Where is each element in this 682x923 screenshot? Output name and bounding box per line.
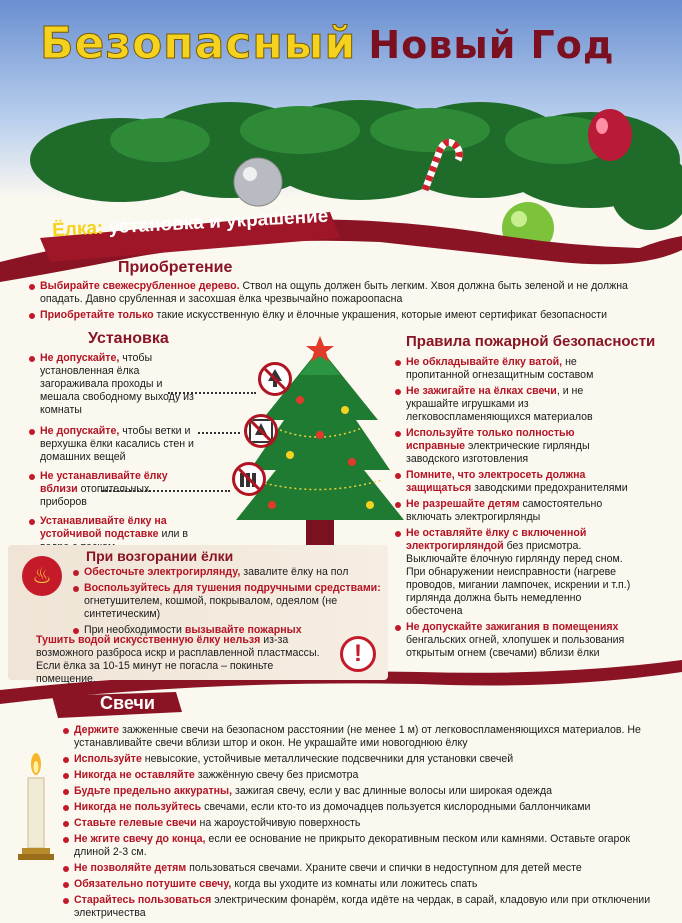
rules-item: Используйте только полностью исправные электрические гирлянды заводского изготовления	[394, 427, 634, 466]
leader-dots	[168, 392, 256, 394]
purchase-heading: Приобретение	[118, 259, 233, 276]
rules-heading: Правила пожарной безопасности	[406, 333, 656, 350]
page-title	[40, 18, 660, 69]
candles-item: Не позволяйте детям пользоваться свечами. Храните свечи и спички в недоступном для детей месте	[62, 862, 662, 875]
tree-near-wall-icon	[244, 414, 278, 448]
purchase-item: Выбирайте свежесрубленное дерево. Ствол на ощупь должен быть легким. Хвоя должна быть зеленой и не должна опадать. Давно срубленная и засохшая ёлка чрезвычайно пожароопасна	[28, 280, 668, 306]
candles-item: Используйте невысокие, устойчивые металлические подсвечники для установки свечей	[62, 753, 662, 766]
rules-item: Не допускайте зажигания в помещениях бенгальских огней, хлопушек и пользования открытым огнем (свечами) вблизи ёлки	[394, 621, 634, 660]
candle-icon	[18, 748, 58, 868]
rules-item: Не оставляйте ёлку с включенной электрогирляндой без присмотра. Выключайте ёлочную гирлянду перед сном. При обнаружении неисправности (нагреве проводов, мигании лампочек, искрении и т.п.) гирлянда должна быть немедленно обесточена	[394, 527, 634, 618]
candles-item: Никогда не пользуйтесь свечами, если кто-то из домочадцев пользуется кислородными баллончиками	[62, 801, 662, 814]
purchase-list	[28, 280, 668, 325]
title-part1: Безопасный	[40, 18, 357, 69]
candles-item: Обязательно потушите свечу, когда вы уходите из комнаты или ложитесь спать	[62, 878, 662, 891]
leader-dots	[102, 490, 230, 492]
exclamation-icon: !	[340, 636, 376, 672]
banner-highlight: Ёлка:	[51, 217, 104, 242]
silver-ornament	[234, 158, 282, 206]
purchase-item: Приобретайте только такие искусственную ёлку и ёлочные украшения, которые имеют сертификат безопасности	[28, 309, 668, 322]
installation-item: Не допускайте, чтобы ветки и верхушка ёлки касались стен и домашних вещей	[28, 425, 196, 464]
candles-heading: Свечи	[100, 693, 155, 713]
fire-item: При необходимости вызывайте пожарных	[72, 624, 382, 637]
rules-item: Не зажигайте на ёлках свечи, и не украшайте игрушками из легковоспламеняющихся материалов	[394, 385, 634, 424]
heater-icon	[232, 462, 266, 496]
rules-item: Помните, что электросеть должна защищаться заводскими предохранителями	[394, 469, 634, 495]
banner-rest: установка и украшение	[102, 205, 329, 239]
rules-item: Не обкладывайте ёлку ватой, не пропитанной огнезащитным составом	[394, 356, 634, 382]
installation-heading: Установка	[88, 330, 169, 347]
no-tree-passage-icon	[258, 362, 292, 396]
candles-item: Ставьте гелевые свечи на жароустойчивую поверхность	[62, 817, 662, 830]
installation-item: Устанавливайте ёлку на устойчивой подставке или в	[28, 515, 196, 554]
candles-item: Старайтесь пользоваться электрическим фонарём, когда идёте на чердак, в сарай, кладовую или при отключении электричества	[62, 894, 662, 920]
fire-warning: Тушить водой искусственную ёлку нельзя из-за возможного разброса искр и расплавленной пластмассы. Если ёлка за 10-15 минут не погасла – покиньте помещение.	[36, 634, 320, 685]
rules-list	[394, 356, 634, 663]
fire-item: Обесточьте электрогирлянду, завалите ёлку на пол	[72, 566, 382, 579]
rules-item: Не разрешайте детям самостоятельно включать электрогирлянды	[394, 498, 634, 524]
candles-item: Никогда не оставляйте зажжённую свечу без присмотра	[62, 769, 662, 782]
fire-icon: ♨	[22, 556, 62, 596]
fire-list	[72, 566, 382, 640]
leader-dots	[198, 432, 240, 434]
installation-list	[28, 352, 196, 557]
fire-item: Воспользуйтесь для тушения подручными средствами: огнетушителем, кошмой, покрывалом, одеялом (не синтетическим)	[72, 582, 382, 621]
installation-item: Не устанавливайте ёлку вблизи отопительных приборов	[28, 470, 196, 509]
title-part2: Новый Год	[368, 23, 615, 67]
candles-item: Не жгите свечу до конца, если ее основание не прикрыто декоративным песком или камнями. Оставьте огарок длиной 2-3 см.	[62, 833, 662, 859]
candles-list	[62, 724, 662, 923]
red-ornament	[588, 109, 632, 161]
installation-item: Не допускайте, чтобы установленная ёлка загораживала проходы и мешала свободному выходу из комнаты	[28, 352, 196, 417]
fire-heading: При возгорании ёлки	[86, 548, 234, 564]
candles-item: Держите зажженные свечи на безопасном расстоянии (не менее 1 м) от легковоспламеняющихся материалов. Не устанавливайте свечи вблизи штор и окон. Не украшайте ими новогоднюю ёлку	[62, 724, 662, 750]
candles-item: Будьте предельно аккуратны, зажигая свечу, если у вас длинные волосы или широкая одежда	[62, 785, 662, 798]
